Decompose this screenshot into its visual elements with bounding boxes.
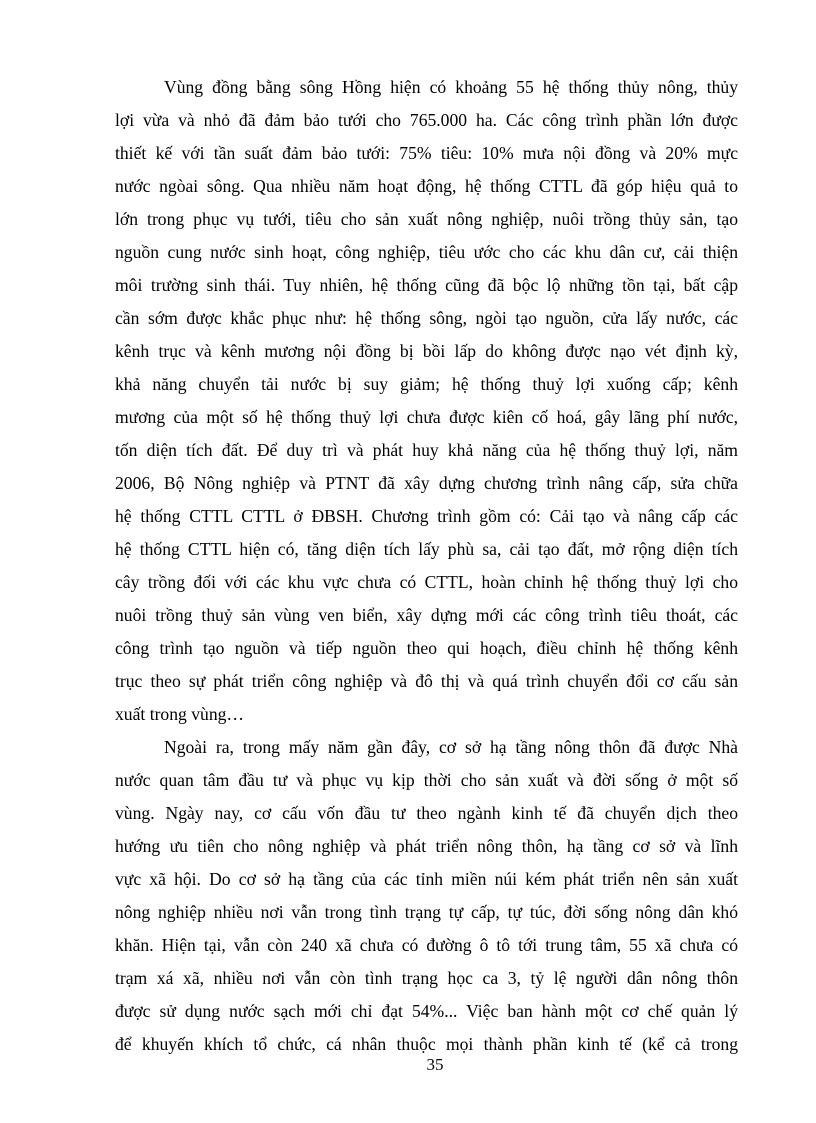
paragraph-1-line-19: trục theo sự phát triển công nghiệp và đô thị và quá trình chuyển đổi cơ cấu sản <box>115 671 738 691</box>
paragraph-2-line-1: Ngoài ra, trong mấy năm gần đây, cơ sở hạ tầng nông thôn đã được Nhà <box>164 737 738 757</box>
paragraph-2-line-2: nước quan tâm đầu tư và phục vụ kịp thời cho sản xuất và đời sống ở một số <box>115 770 738 790</box>
paragraph-2-line-9: được sử dụng nước sạch mới chỉ đạt 54%... Việc ban hành một cơ chế quản lý <box>115 1001 738 1021</box>
paragraph-2-line-8: trạm xá xã, nhiều nơi vẫn còn tình trạng học ca 3, tỷ lệ người dân nông thôn <box>115 968 738 988</box>
paragraph-2-line-4: hướng ưu tiên cho nông nghiệp và phát triển nông thôn, hạ tầng cơ sở và lĩnh <box>115 836 738 856</box>
paragraph-1-line-15: hệ thống CTTL hiện có, tăng diện tích lấy phù sa, cải tạo đất, mở rộng diện tích <box>115 539 738 559</box>
paragraph-1-line-20: xuất trong vùng… <box>115 704 245 724</box>
paragraph-1-line-13: 2006, Bộ Nông nghiệp và PTNT đã xây dựng chương trình nâng cấp, sửa chữa <box>115 473 738 493</box>
paragraph-1-line-11: mương của một số hệ thống thuỷ lợi chưa được kiên cố hoá, gây lãng phí nước, <box>115 407 738 427</box>
paragraph-1-line-10: khả năng chuyển tải nước bị suy giảm; hệ thống thuỷ lợi xuống cấp; kênh <box>115 374 738 394</box>
paragraph-2-line-3: vùng. Ngày nay, cơ cấu vốn đầu tư theo ngành kinh tế đã chuyển dịch theo <box>115 803 738 823</box>
paragraph-1-line-2: lợi vừa và nhỏ đã đảm bảo tưới cho 765.000 ha. Các công trình phần lớn được <box>115 110 738 130</box>
paragraph-1-line-9: kênh trục và kênh mương nội đồng bị bồi lấp do không được nạo vét định kỳ, <box>115 341 738 361</box>
paragraph-1-line-8: cần sớm được khắc phục như: hệ thống sông, ngòi tạo nguồn, cửa lấy nước, các <box>115 308 738 328</box>
paragraph-2-line-6: nông nghiệp nhiều nơi vẫn trong tình trạng tự cấp, tự túc, đời sống nông dân khó <box>115 902 738 922</box>
paragraph-1-line-18: công trình tạo nguồn và tiếp nguồn theo qui hoạch, điều chỉnh hệ thống kênh <box>115 638 738 658</box>
paragraph-1-line-16: cây trồng đối với các khu vực chưa có CTTL, hoàn chỉnh hệ thống thuỷ lợi cho <box>115 572 738 592</box>
paragraph-2-line-5: vực xã hội. Do cơ sở hạ tầng của các tỉnh miền núi kém phát triển nên sản xuất <box>115 869 738 889</box>
page-number: 35 <box>426 1055 444 1074</box>
paragraph-1-line-12: tốn diện tích đất. Để duy trì và phát huy khả năng của hệ thống thuỷ lợi, năm <box>115 440 738 460</box>
paragraph-2-line-7: khăn. Hiện tại, vẫn còn 240 xã chưa có đường ô tô tới trung tâm, 55 xã chưa có <box>115 935 738 955</box>
paragraph-1-line-5: lớn trong phục vụ tưới, tiêu cho sản xuất nông nghiệp, nuôi trồng thủy sản, tạo <box>115 209 738 229</box>
paragraph-1-line-1: Vùng đồng bằng sông Hồng hiện có khoảng 55 hệ thống thủy nông, thủy <box>164 77 738 97</box>
paragraph-1-line-17: nuôi trồng thuỷ sản vùng ven biển, xây dựng mới các công trình tiêu thoát, các <box>115 605 738 625</box>
paragraph-1-line-7: môi trường sinh thái. Tuy nhiên, hệ thống cũng đã bộc lộ những tồn tại, bất cập <box>115 275 738 295</box>
paragraph-1-line-6: nguồn cung nước sinh hoạt, công nghiệp, tiêu ước cho các khu dân cư, cải thiện <box>115 242 738 262</box>
paragraph-1-line-14: hệ thống CTTL CTTL ở ĐBSH. Chương trình gồm có: Cải tạo và nâng cấp các <box>115 506 738 526</box>
paragraph-2-line-10: để khuyến khích tổ chức, cá nhân thuộc mọi thành phần kinh tế (kể cả trong <box>115 1034 738 1054</box>
paragraph-1-line-3: thiết kế với tần suất đảm bảo tưới: 75% tiêu: 10% mưa nội đồng và 20% mực <box>115 143 738 163</box>
paragraph-1-line-4: nước ngòai sông. Qua nhiều năm hoạt động, hệ thống CTTL đã góp hiệu quả to <box>115 176 738 196</box>
